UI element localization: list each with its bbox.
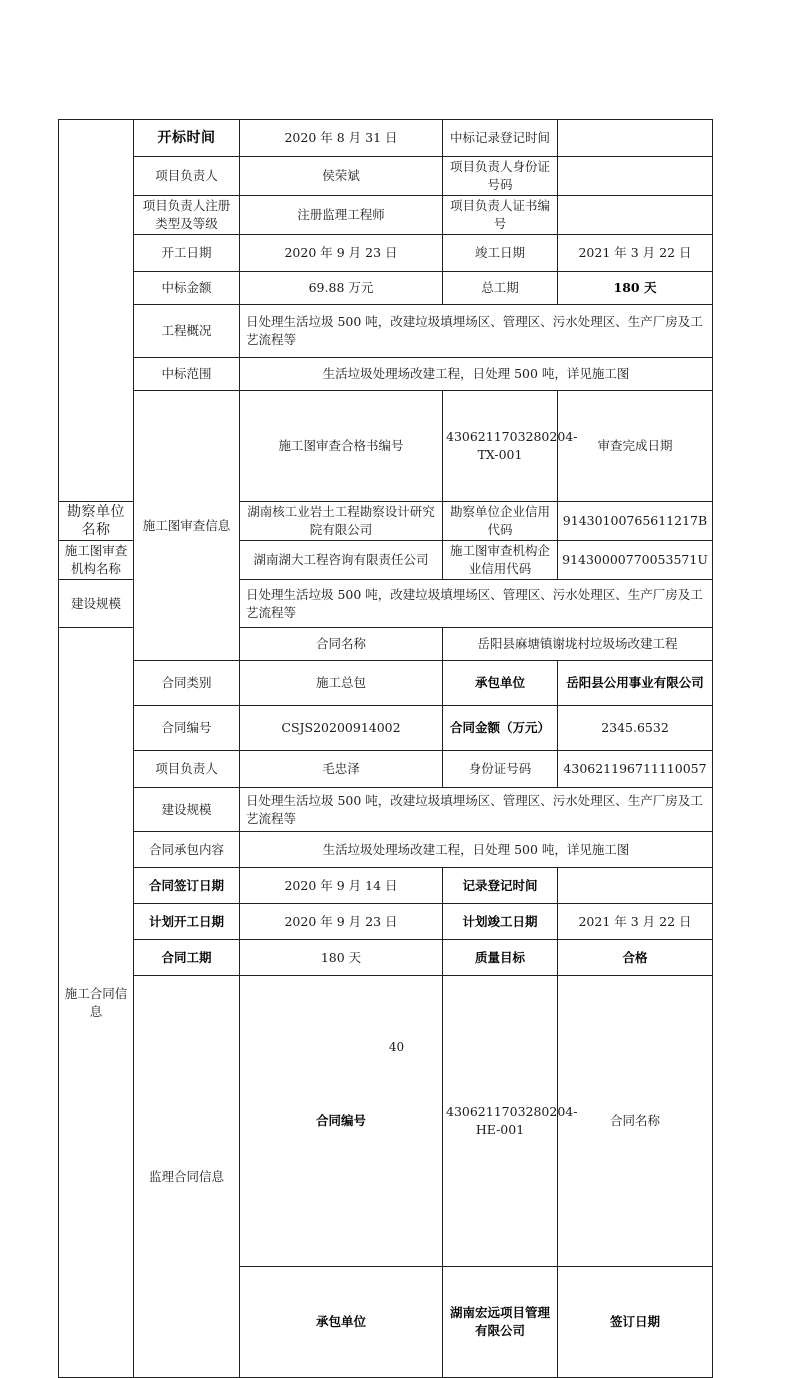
value-cell: 4306211703280204-HE-001 xyxy=(443,976,558,1267)
value-cell: 湖南核工业岩土工程勘察设计研究院有限公司 xyxy=(240,502,443,541)
label-cell: 承包单位 xyxy=(240,1267,443,1378)
label-cell: 中标范围 xyxy=(134,358,240,391)
table-row xyxy=(59,391,713,502)
label-cell: 项目负责人 xyxy=(134,751,240,788)
project-info-table xyxy=(58,119,713,1378)
label-cell: 施工图审查机构名称 xyxy=(59,541,134,580)
table-row xyxy=(59,940,713,976)
table-row xyxy=(59,196,713,235)
label-cell: 施工图审查机构企业信用代码 xyxy=(443,541,558,580)
value-cell: 2020 年 8 月 31 日 xyxy=(240,120,443,157)
value-cell: 430621196711110057 xyxy=(558,751,713,788)
label-cell: 身份证号码 xyxy=(443,751,558,788)
table-row xyxy=(59,706,713,751)
value-cell: 180 天 xyxy=(558,272,713,305)
page-number: 40 xyxy=(388,1040,405,1054)
label-cell: 质量目标 xyxy=(443,940,558,976)
value-cell: 施工总包 xyxy=(240,661,443,706)
value-cell: 91430100765611217B xyxy=(558,502,713,541)
label-cell: 合同名称 xyxy=(558,976,713,1267)
label-cell: 承包单位 xyxy=(443,661,558,706)
table-row xyxy=(59,832,713,868)
value-cell: 2021 年 3 月 22 日 xyxy=(558,904,713,940)
label-cell: 竣工日期 xyxy=(443,235,558,272)
table-row xyxy=(59,305,713,358)
label-cell: 工程概况 xyxy=(134,305,240,358)
label-cell: 计划开工日期 xyxy=(134,904,240,940)
section-2-header: 施工图审查信息 xyxy=(134,391,240,661)
value-cell xyxy=(558,120,713,157)
table-row xyxy=(59,868,713,904)
section-4-header: 监理合同信息 xyxy=(134,976,240,1378)
value-cell: 岳阳县麻塘镇谢垅村垃圾场改建工程 xyxy=(443,628,713,661)
label-cell: 合同类别 xyxy=(134,661,240,706)
label-cell: 合同金额（万元） xyxy=(443,706,558,751)
value-cell: 2021 年 3 月 22 日 xyxy=(558,235,713,272)
value-cell: 岳阳县公用事业有限公司 xyxy=(558,661,713,706)
label-cell: 项目负责人身份证号码 xyxy=(443,157,558,196)
value-cell: 毛忠泽 xyxy=(240,751,443,788)
value-cell: 合格 xyxy=(558,940,713,976)
section-3-header: 施工合同信息 xyxy=(59,628,134,1378)
value-cell: CSJS20200914002 xyxy=(240,706,443,751)
value-cell: 4306211703280204-TX-001 xyxy=(443,391,558,502)
value-cell: 生活垃圾处理场改建工程，日处理 500 吨，详见施工图 xyxy=(240,832,713,868)
label-cell: 建设规模 xyxy=(134,788,240,832)
label-cell: 项目负责人证书编号 xyxy=(443,196,558,235)
table-row xyxy=(59,751,713,788)
section-1-header xyxy=(59,120,134,502)
table-row xyxy=(59,272,713,305)
value-cell xyxy=(558,157,713,196)
table-row xyxy=(59,661,713,706)
label-cell: 合同名称 xyxy=(240,628,443,661)
label-cell: 计划竣工日期 xyxy=(443,904,558,940)
value-cell xyxy=(558,196,713,235)
value-cell: 日处理生活垃圾 500 吨，改建垃圾填埋场区、管理区、污水处理区、生产厂房及工艺流程等 xyxy=(240,788,713,832)
label-cell: 项目负责人注册类型及等级 xyxy=(134,196,240,235)
value-cell: 2345.6532 xyxy=(558,706,713,751)
label-cell: 勘察单位企业信用代码 xyxy=(443,502,558,541)
table-row xyxy=(59,157,713,196)
value-cell xyxy=(558,868,713,904)
label-cell: 合同签订日期 xyxy=(134,868,240,904)
label-cell: 签订日期 xyxy=(558,1267,713,1378)
value-cell: 2020 年 9 月 14 日 xyxy=(240,868,443,904)
table-row xyxy=(59,976,713,1267)
label-cell: 开标时间 xyxy=(134,120,240,157)
table-row xyxy=(59,904,713,940)
label-cell: 中标记录登记时间 xyxy=(443,120,558,157)
label-cell: 合同编号 xyxy=(240,976,443,1267)
value-cell: 91430000770053571U xyxy=(558,541,713,580)
value-cell: 生活垃圾处理场改建工程，日处理 500 吨，详见施工图 xyxy=(240,358,713,391)
value-cell: 69.88 万元 xyxy=(240,272,443,305)
value-cell: 湖南宏远项目管理有限公司 xyxy=(443,1267,558,1378)
value-cell: 注册监理工程师 xyxy=(240,196,443,235)
label-cell: 施工图审查合格书编号 xyxy=(240,391,443,502)
value-cell: 日处理生活垃圾 500 吨，改建垃圾填埋场区、管理区、污水处理区、生产厂房及工艺流程等 xyxy=(240,580,713,628)
label-cell: 勘察单位名称 xyxy=(59,502,134,541)
value-cell: 2020 年 9 月 23 日 xyxy=(240,904,443,940)
label-cell: 记录登记时间 xyxy=(443,868,558,904)
value-cell: 180 天 xyxy=(240,940,443,976)
table-row xyxy=(59,235,713,272)
table-row xyxy=(59,788,713,832)
value-cell: 2020 年 9 月 23 日 xyxy=(240,235,443,272)
label-cell: 项目负责人 xyxy=(134,157,240,196)
label-cell: 总工期 xyxy=(443,272,558,305)
label-cell: 合同工期 xyxy=(134,940,240,976)
value-cell: 湖南湖大工程咨询有限责任公司 xyxy=(240,541,443,580)
label-cell: 开工日期 xyxy=(134,235,240,272)
label-cell: 中标金额 xyxy=(134,272,240,305)
table-row xyxy=(59,120,713,157)
value-cell: 日处理生活垃圾 500 吨，改建垃圾填埋场区、管理区、污水处理区、生产厂房及工艺流程等 xyxy=(240,305,713,358)
label-cell: 建设规模 xyxy=(59,580,134,628)
label-cell: 合同编号 xyxy=(134,706,240,751)
value-cell: 侯荣斌 xyxy=(240,157,443,196)
label-cell: 合同承包内容 xyxy=(134,832,240,868)
label-cell: 审查完成日期 xyxy=(558,391,713,502)
table-row xyxy=(59,358,713,391)
